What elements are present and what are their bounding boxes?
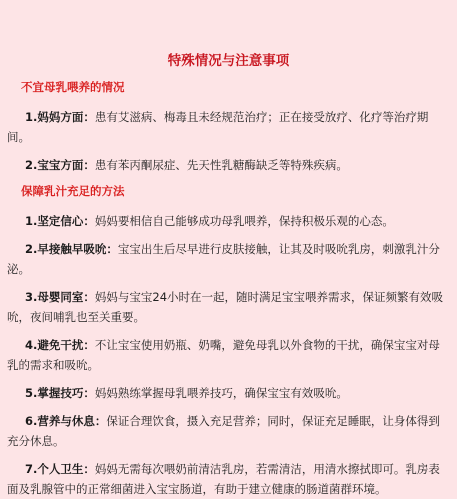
list-item	[7, 335, 450, 375]
item-text: 患有艾滋病、梅毒且未经规范治疗；正在接受放疗、化疗等治疗期间。	[7, 110, 429, 144]
item-text: 宝宝出生后尽早进行皮肤接触，让其及时吸吮乳房，刺激乳汁分泌。	[7, 242, 440, 276]
section-heading-unsuitable: 不宜母乳喂养的情况	[21, 80, 125, 94]
list-item	[7, 287, 450, 327]
section-heading-milk-supply: 保障乳汁充足的方法	[21, 184, 125, 198]
item-text: 保证合理饮食，摄入充足营养；同时，保证充足睡眠，让身体得到充分休息。	[7, 414, 440, 448]
list-item	[7, 459, 450, 499]
list-item	[7, 383, 450, 403]
list-item	[7, 107, 450, 147]
item-label: 4.避免干扰：	[25, 338, 95, 352]
item-text: 妈妈与宝宝24小时在一起，随时满足宝宝喂养需求，保证频繁有效吸吮，夜间哺乳也至关重要。	[7, 290, 444, 324]
item-label: 7.个人卫生：	[25, 462, 95, 476]
list-item	[7, 211, 450, 231]
item-text: 不让宝宝使用奶瓶、奶嘴，避免母乳以外食物的干扰，确保宝宝对母乳的需求和吸吮。	[7, 338, 440, 372]
item-text: 患有苯丙酮尿症、先天性乳糖酶缺乏等特殊疾病。	[94, 158, 348, 172]
page-title: 特殊情况与注意事项	[167, 53, 290, 69]
list-item	[7, 239, 450, 279]
list-item	[7, 411, 450, 451]
list-item	[7, 155, 450, 175]
item-label: 2.早接触早吸吮：	[25, 242, 118, 256]
item-text: 妈妈无需每次喂奶前清洁乳房，若需清洁，用清水擦拭即可。乳房表面及乳腺管中的正常细菌进入宝宝肠道，有助于建立健康的肠道菌群环境。	[7, 462, 440, 496]
item-text: 妈妈要相信自己能够成功母乳喂养，保持积极乐观的心态。	[94, 214, 394, 228]
item-label: 2.宝宝方面：	[25, 158, 95, 172]
item-label: 6.营养与休息：	[25, 414, 107, 428]
item-text: 妈妈熟练掌握母乳喂养技巧，确保宝宝有效吸吮。	[94, 386, 348, 400]
item-label: 5.掌握技巧：	[25, 386, 95, 400]
item-label: 1.坚定信心：	[25, 214, 95, 228]
item-label: 3.母婴同室：	[25, 290, 95, 304]
item-label: 1.妈妈方面：	[25, 110, 95, 124]
